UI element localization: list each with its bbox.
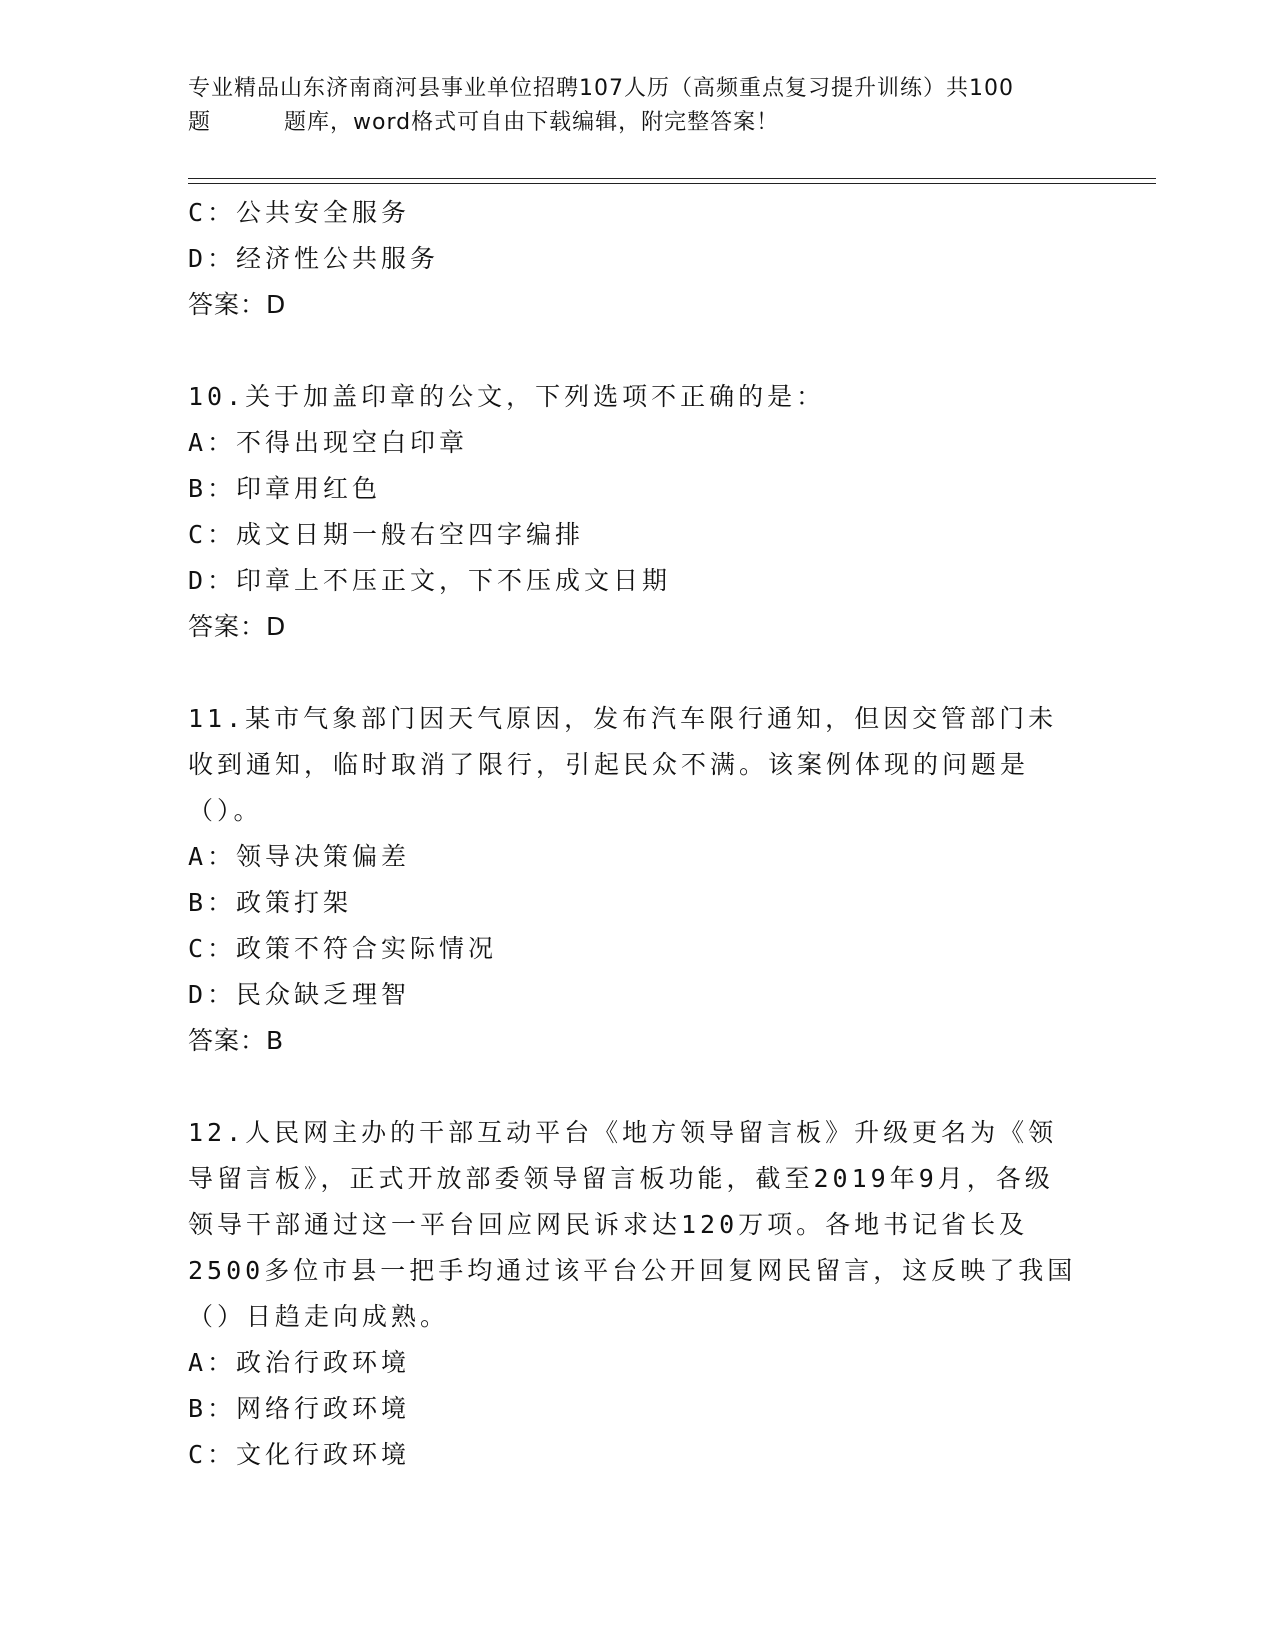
question-12 <box>188 1110 1088 1478</box>
header-line2-right: 题库，word格式可自由下载编辑，附完整答案！ <box>284 110 780 135</box>
header-title-line2 <box>188 106 1088 140</box>
page-header <box>188 72 1088 140</box>
header-title-line1: 专业精品山东济南商河县事业单位招聘107人历（高频重点复习提升训练）共100 <box>188 76 1014 101</box>
option-a: A：不得出现空白印章 <box>188 428 469 457</box>
question-stem: 11.某市气象部门因天气原因，发布汽车限行通知，但因交管部门未收到通知，临时取消了限行，引起民众不满。该案例体现的问题是（）。 <box>188 704 1058 825</box>
header-divider-bottom <box>188 183 1156 184</box>
question-stem: 10.关于加盖印章的公文，下列选项不正确的是： <box>188 382 826 411</box>
option-b: B：政策打架 <box>188 888 353 917</box>
option-d: D：民众缺乏理智 <box>188 980 411 1009</box>
spacer <box>188 650 1088 696</box>
question-stem: 12.人民网主办的干部互动平台《地方领导留言板》升级更名为《领导留言板》，正式开放部委领导留言板功能，截至2019年9月，各级领导干部通过这一平台回应网民诉求达120万项。各地书记省长及2500多位市县一把手均通过该平台公开回复网民留言，这反映了我国（）日趋走向成熟。 <box>188 1118 1077 1331</box>
spacer <box>188 328 1088 374</box>
document-body <box>188 190 1088 1478</box>
option-b: B：网络行政环境 <box>188 1394 411 1423</box>
option-b: B：印章用红色 <box>188 474 382 503</box>
answer-line: 答案：D <box>188 290 287 319</box>
option-c: C：文化行政环境 <box>188 1440 411 1469</box>
option-c: C：公共安全服务 <box>188 198 411 227</box>
header-line2-left: 题 <box>188 110 212 135</box>
option-c: C：政策不符合实际情况 <box>188 934 498 963</box>
option-c: C：成文日期一般右空四字编排 <box>188 520 585 549</box>
option-d: D：经济性公共服务 <box>188 244 440 273</box>
option-a: A：政治行政环境 <box>188 1348 411 1377</box>
question-10 <box>188 374 1088 650</box>
answer-line: 答案：B <box>188 1026 285 1055</box>
option-d: D：印章上不压正文，下不压成文日期 <box>188 566 672 595</box>
answer-line: 答案：D <box>188 612 287 641</box>
option-a: A：领导决策偏差 <box>188 842 411 871</box>
question-9-tail <box>188 190 1088 328</box>
spacer <box>188 1064 1088 1110</box>
question-11 <box>188 696 1088 1064</box>
header-divider-top <box>188 178 1156 179</box>
